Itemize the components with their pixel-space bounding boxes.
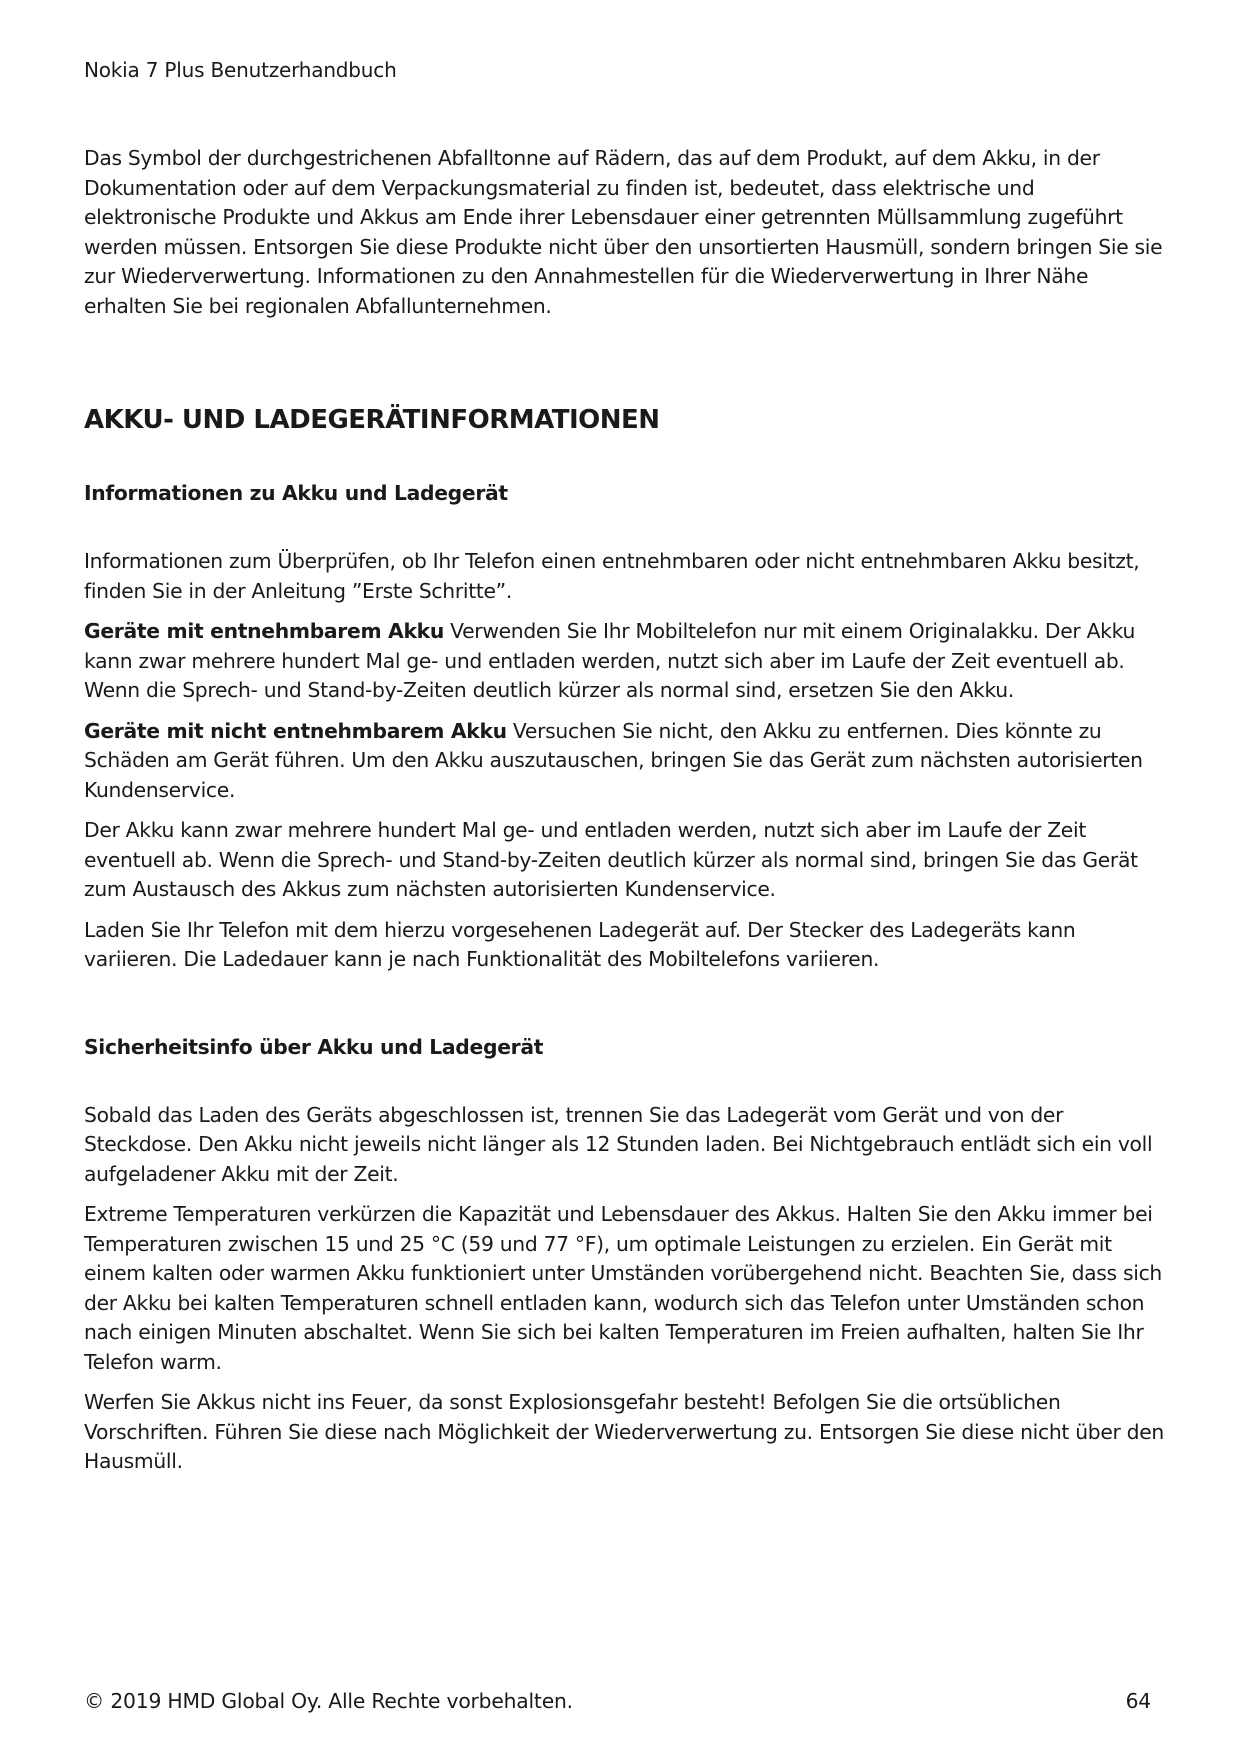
paragraph-battery-wear: Der Akku kann zwar mehrere hundert Mal ge- und entladen werden, nutzt sich aber im Laufe der Zeit eventuell ab. Wenn die Sprech- und Stand-by-Zeiten deutlich kürzer als normal sind, bringen Sie das Gerät zum Austausch des Akkus zum nächsten autorisierten Kundenservice. — [84, 818, 1138, 901]
document-header — [84, 58, 397, 82]
paragraph-lead-removable: Geräte mit entnehmbarem Akku — [84, 619, 444, 643]
page-number: 64 — [1125, 1689, 1151, 1713]
paragraph-check-battery-type: Informationen zum Überprüfen, ob Ihr Telefon einen entnehmbaren oder nicht entnehmbaren Akku besitzt, finden Sie in der Anleitung ”Erste Schritte”. — [84, 549, 1140, 603]
paragraph-non-removable-battery — [84, 717, 1164, 806]
paragraph-body-non-removable: Versuchen Sie nicht, den Akku zu entfernen. Dies könnte zu Schäden am Gerät führen. Um den Akku auszutauschen, bringen Sie das Gerät zum nächsten autorisierten Kundenservice. — [84, 718, 1143, 802]
intro-paragraph: Das Symbol der durchgestrichenen Abfalltonne auf Rädern, das auf dem Produkt, auf dem Akku, in der Dokumentation oder auf dem Verpackungsmaterial zu finden ist, bedeutet, dass elektrische und elektronische Produkte und Akkus am Ende ihrer Lebensdauer einer getrennten Müllsammlung zugeführt werden müssen. Entsorgen Sie diese Produkte nicht über den unsortierten Hausmüll, sondern bringen Sie sie zur Wiederverwertung. Informationen zu den Annahmestellen für die Wiederverwertung in Ihrer Nähe erhalten Sie bei regionalen Abfallunternehmen. — [84, 146, 1163, 318]
paragraph-unplug-charger: Sobald das Laden des Geräts abgeschlossen ist, trennen Sie das Ladegerät vom Gerät und von der Steckdose. Den Akku nicht jeweils nicht länger als 12 Stunden laden. Bei Nichtgebrauch entlädt sich ein voll aufgeladener Akku mit der Zeit. — [84, 1102, 1153, 1186]
paragraph-disposal: Werfen Sie Akkus nicht ins Feuer, da sonst Explosionsgefahr besteht! Befolgen Sie die ortsüblichen Vorschriften. Führen Sie diese nach Möglichkeit der Wiederverwertung zu. Entsorgen Sie diese nicht über den Hausmüll. — [84, 1390, 1164, 1473]
document-title: Nokia 7 Plus Benutzerhandbuch — [84, 58, 397, 82]
subsection-heading-akku-info: Informationen zu Akku und Ladegerät — [84, 481, 508, 505]
page-content — [84, 144, 1164, 1488]
paragraph-charging: Laden Sie Ihr Telefon mit dem hierzu vorgesehenen Ladegerät auf. Der Stecker des Ladegeräts kann variieren. Die Ladedauer kann je nach Funktionalität des Mobiltelefons variieren. — [84, 917, 1076, 971]
paragraph-temperatures: Extreme Temperaturen verkürzen die Kapazität und Lebensdauer des Akkus. Halten Sie den Akku immer bei Temperaturen zwischen 15 und 25 °C (59 und 77 °F), um optimale Leistungen zu erzielen. Ein Gerät mit einem kalten oder warmen Akku funktioniert unter Umständen vorübergehend nicht. Beachten Sie, dass sich der Akku bei kalten Temperaturen schnell entladen kann, wodurch sich das Telefon unter Umständen schon nach einigen Minuten abschaltet. Wenn Sie sich bei kalten Temperaturen im Freien aufhalten, halten Sie Ihr Telefon warm. — [84, 1202, 1162, 1374]
paragraph-removable-battery — [84, 617, 1164, 706]
paragraph-body-removable: Verwenden Sie Ihr Mobiltelefon nur mit einem Originalakku. Der Akku kann zwar mehrere hundert Mal ge- und entladen werden, nutzt sich aber im Laufe der Zeit eventuell ab. Wenn die Sprech- und Stand-by-Zeiten deutlich kürzer als normal sind, ersetzen Sie den Akku. — [84, 619, 1136, 702]
subsection-heading-safety: Sicherheitsinfo über Akku und Ladegerät — [84, 1034, 544, 1059]
section-heading: AKKU- UND LADEGERÄTINFORMATIONEN — [84, 405, 660, 435]
paragraph-lead-non-removable: Geräte mit nicht entnehmbarem Akku — [84, 718, 507, 743]
copyright-notice: © 2019 HMD Global Oy. Alle Rechte vorbehalten. — [84, 1689, 573, 1713]
